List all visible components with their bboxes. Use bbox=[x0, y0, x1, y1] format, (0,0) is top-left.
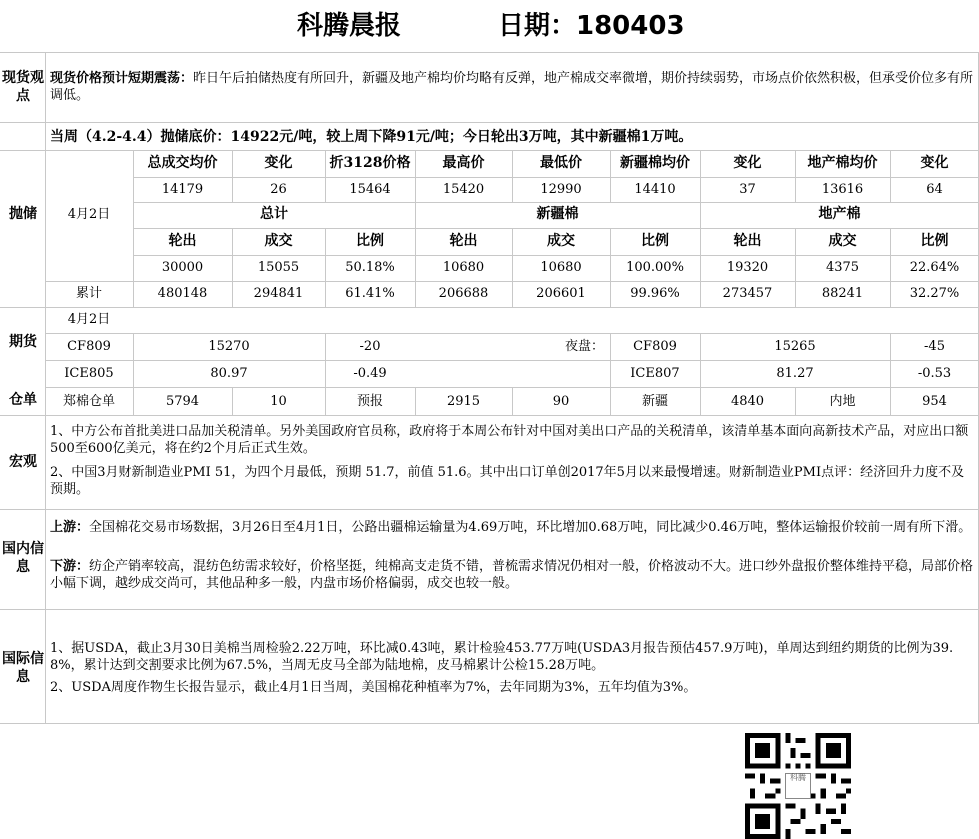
price-value-7: 13616 bbox=[821, 182, 864, 197]
macro-item-2: 2、中国3月财新制造业PMI 51，为四个月最低，预期 51.7，前值 51.6。其中出口订单创2017年5月以来最慢增速。财新制造业PMI点评：经济回升力度不及预期。 bbox=[50, 465, 965, 497]
sub-header-3: 轮出 bbox=[449, 233, 478, 249]
cumulative-value-8: 32.27% bbox=[909, 286, 960, 301]
futures-price-1: 15270 bbox=[208, 339, 250, 354]
macro-item-1: 1、中方公布首批美进口品加关税清单。另外美国政府官员称，政府将于本周公布针对中国对美出口产品的关税清单，该清单基本面向高新技术产品，对应出口额500至600亿美元，将在约2个月后正式生效。 bbox=[50, 424, 969, 456]
sub-header-4: 成交 bbox=[547, 233, 575, 249]
day-value-0: 30000 bbox=[161, 260, 204, 275]
forecast-change: 90 bbox=[552, 394, 570, 409]
price-header-4: 最低价 bbox=[540, 155, 582, 171]
sub-header-0: 轮出 bbox=[168, 233, 197, 249]
forecast-label: 预报 bbox=[356, 394, 383, 409]
inland-label: 内地 bbox=[829, 394, 856, 409]
cumulative-value-4: 206601 bbox=[536, 286, 586, 301]
night-change-1: -45 bbox=[924, 339, 945, 354]
cumulative-value-6: 273457 bbox=[722, 286, 773, 301]
price-value-5: 14410 bbox=[634, 182, 676, 197]
day-value-5: 100.00% bbox=[626, 260, 684, 275]
section-label-warehouse: 仓单 bbox=[9, 392, 37, 408]
sub-header-8: 比例 bbox=[920, 233, 949, 249]
price-value-2: 15464 bbox=[349, 182, 391, 197]
section-label-auction: 抛储 bbox=[9, 206, 37, 222]
day-value-2: 50.18% bbox=[345, 260, 395, 275]
futures-contract-1: CF809 bbox=[67, 339, 111, 354]
xinjiang-value: 4840 bbox=[730, 394, 765, 409]
intl-item-2: 2、USDA周度作物生长报告显示，截止4月1日当周，美国棉花种植率为7%，去年同期为3%，五年均值为3%。 bbox=[50, 680, 697, 695]
price-value-0: 14179 bbox=[161, 182, 204, 197]
section-label-spot: 现货观点 bbox=[2, 70, 44, 104]
spot-headline: 现货价格预计短期震荡： bbox=[50, 71, 194, 86]
inland-value: 954 bbox=[922, 394, 947, 409]
futures-price-2: 80.97 bbox=[210, 366, 248, 381]
price-value-3: 15420 bbox=[442, 182, 485, 197]
futures-change-2: -0.49 bbox=[353, 366, 387, 381]
section-label-macro: 宏观 bbox=[9, 454, 37, 470]
downstream-text: 纺企产销率较高，混纺色纺需求较好，价格坚挺，纯棉高支走货不错，普梳需求情况仍相对一般，价格波动不大。进口纱外盘报价整体维持平稳，局部价格小幅下调，越纱成交尚可，其他品种多一般，内盘市场价格偏弱，成交也较一般。 bbox=[50, 559, 974, 591]
night-session-label: 夜盘： bbox=[564, 339, 604, 354]
futures-date: 4月2日 bbox=[67, 312, 111, 327]
price-value-4: 12990 bbox=[540, 182, 582, 197]
sub-header-2: 比例 bbox=[356, 233, 384, 249]
futures-change-1: -20 bbox=[359, 339, 381, 354]
cumulative-value-0: 480148 bbox=[157, 286, 208, 301]
day-value-1: 15055 bbox=[257, 260, 300, 275]
price-value-1: 26 bbox=[270, 182, 287, 197]
warehouse-value: 5794 bbox=[165, 394, 200, 409]
cumulative-label: 累计 bbox=[75, 286, 102, 301]
cumulative-value-7: 88241 bbox=[821, 286, 864, 301]
group-header-2: 地产棉 bbox=[818, 206, 861, 222]
auction-summary: 当周（4.2-4.4）抛储底价：14922元/吨，较上周下降91元/吨；今日轮出3万吨，其中新疆棉1万吨。 bbox=[50, 129, 693, 145]
sub-header-1: 成交 bbox=[264, 233, 293, 249]
price-value-8: 64 bbox=[926, 182, 943, 197]
day-value-4: 10680 bbox=[540, 260, 582, 275]
night-change-2: -0.53 bbox=[917, 366, 952, 381]
price-value-6: 37 bbox=[739, 182, 756, 197]
upstream-info bbox=[50, 519, 974, 536]
qr-code-icon bbox=[745, 733, 851, 839]
price-header-7: 地产棉均价 bbox=[807, 155, 878, 171]
section-label-domestic: 国内信息 bbox=[2, 541, 44, 575]
auction-date: 4月2日 bbox=[67, 207, 111, 222]
warehouse-change: 10 bbox=[270, 394, 287, 409]
price-header-5: 新疆棉均价 bbox=[620, 155, 690, 171]
group-header-1: 新疆棉 bbox=[536, 206, 579, 222]
intl-item-1: 1、据USDA，截止3月30日美棉当周检验2.22万吨，环比减0.43吨，累计检验453.77万吨(USDA3月报告预估457.9万吨)，单周达到纽约期货的比例为39.8%，累计达到交割要求比例为67.5%，当周无皮马全部为陆地棉，皮马棉累计公检15.28万吨。 bbox=[50, 641, 954, 673]
downstream-label: 下游： bbox=[50, 559, 90, 574]
sub-header-7: 成交 bbox=[828, 233, 857, 249]
futures-contract-2: ICE805 bbox=[64, 366, 114, 381]
night-contract-1: CF809 bbox=[633, 339, 677, 354]
sub-header-5: 比例 bbox=[641, 233, 669, 249]
warehouse-name: 郑棉仓单 bbox=[62, 394, 115, 409]
forecast-value: 2915 bbox=[446, 394, 481, 409]
spot-text: 昨日午后拍储热度有所回升，新疆及地产棉均价均略有反弹，地产棉成交率微增，期价持续弱势，市场点价依然积极，但承受价位多有所调低。 bbox=[50, 71, 974, 103]
downstream-info bbox=[50, 558, 974, 592]
price-header-1: 变化 bbox=[264, 155, 293, 171]
night-contract-2: ICE807 bbox=[630, 366, 680, 381]
price-header-2: 折3128价格 bbox=[329, 155, 411, 171]
price-header-3: 最高价 bbox=[442, 155, 485, 171]
cumulative-value-5: 99.96% bbox=[630, 286, 680, 301]
night-price-2: 81.27 bbox=[776, 366, 814, 381]
day-value-3: 10680 bbox=[442, 260, 485, 275]
section-label-international: 国际信息 bbox=[2, 651, 44, 685]
xinjiang-label: 新疆 bbox=[641, 394, 668, 409]
cumulative-value-1: 294841 bbox=[253, 286, 304, 301]
day-value-8: 22.64% bbox=[909, 260, 960, 275]
price-header-6: 变化 bbox=[733, 155, 762, 171]
section-label-futures: 期货 bbox=[9, 334, 37, 350]
qr-caption: 科腾 bbox=[790, 773, 806, 782]
report-title: 科腾晨报 bbox=[297, 11, 402, 41]
day-value-7: 4375 bbox=[825, 260, 860, 275]
day-value-6: 19320 bbox=[726, 260, 769, 275]
price-header-8: 变化 bbox=[920, 155, 949, 171]
report-date: 日期：180403 bbox=[498, 11, 685, 41]
upstream-label: 上游： bbox=[50, 520, 90, 535]
night-price-1: 15265 bbox=[774, 339, 816, 354]
cumulative-value-3: 206688 bbox=[438, 286, 489, 301]
group-header-0: 总计 bbox=[260, 206, 288, 222]
sub-header-6: 轮出 bbox=[733, 233, 762, 249]
price-header-0: 总成交均价 bbox=[147, 155, 218, 171]
spot-view bbox=[50, 70, 974, 104]
upstream-text: 全国棉花交易市场数据，3月26日至4月1日，公路出疆棉运输量为4.69万吨，环比增加0.68万吨，同比减少0.46万吨，整体运输报价较前一周有所下滑。 bbox=[89, 520, 972, 535]
cumulative-value-2: 61.41% bbox=[345, 286, 395, 301]
